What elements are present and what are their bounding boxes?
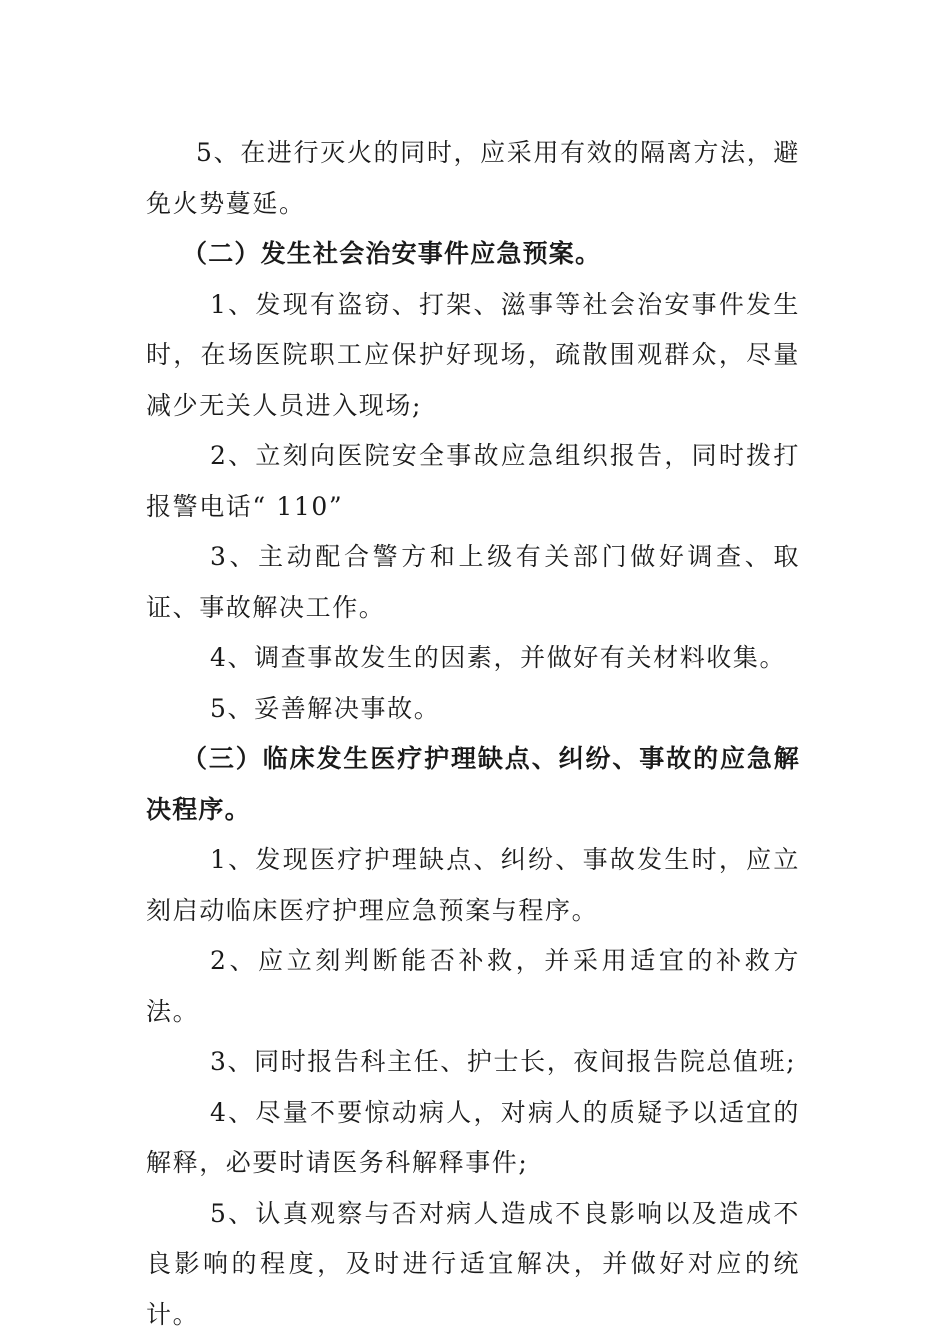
security-step-1: 1、发现有盗窃、打架、滋事等社会治安事件发生时，在场医院职工应保护好现场，疏散围观群众，尽量减少无关人员进入现场; <box>146 289 800 420</box>
security-step-2: 2、立刻向医院安全事故应急组织报告，同时拨打报警电话“ 110” <box>146 441 800 521</box>
document-body <box>146 128 800 1340</box>
medical-step-1: 1、发现医疗护理缺点、纠纷、事故发生时，应立刻启动临床医疗护理应急预案与程序。 <box>146 845 800 925</box>
security-step-3: 3、主动配合警方和上级有关部门做好调查、取证、事故解决工作。 <box>146 542 800 622</box>
security-step-4: 4、调查事故发生的因素，并做好有关材料收集。 <box>210 643 787 672</box>
medical-step-2: 2、应立刻判断能否补救，并采用适宜的补救方法。 <box>146 946 800 1026</box>
medical-step-3: 3、同时报告科主任、护士长，夜间报告院总值班; <box>210 1047 797 1076</box>
medical-step-4: 4、尽量不要惊动病人，对病人的质疑予以适宜的解释，必要时请医务科解释事件; <box>146 1097 800 1177</box>
section-heading-security-incident: （二）发生社会治安事件应急预案。 <box>182 239 602 268</box>
section-heading-medical-incident: （三）临床发生医疗护理缺点、纠纷、事故的应急解决程序。 <box>146 744 800 824</box>
security-step-5: 5、妥善解决事故。 <box>210 693 441 723</box>
fire-step-5: 5、在进行灭火的同时，应采用有效的隔离方法，避免火势蔓延。 <box>146 138 800 218</box>
medical-step-5: 5、认真观察与否对病人造成不良影响以及造成不良影响的程度，及时进行适宜解决，并做好对应的统计。 <box>146 1198 800 1329</box>
